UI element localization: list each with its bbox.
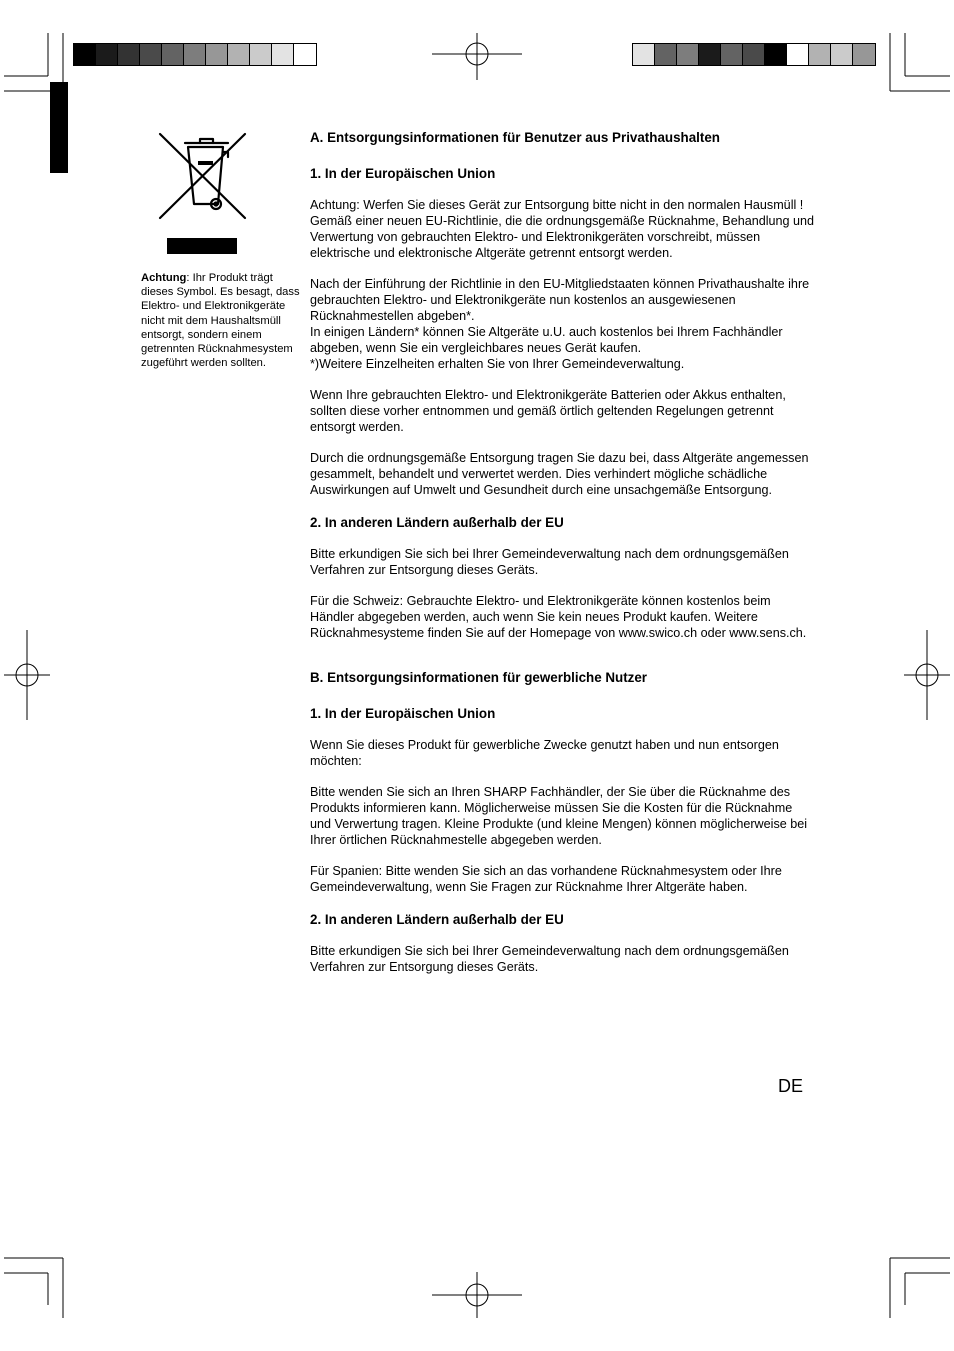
language-tab-marker <box>50 82 68 173</box>
section-a-eu-p3: Wenn Ihre gebrauchten Elektro- und Elektronikgeräte Batterien oder Akkus enthalten, sollten diese vorher entnommen und gemäß örtlich geltenden Regelungen getrennt entsorgt werden. <box>310 388 786 434</box>
section-a-eu-p4: Durch die ordnungsgemäße Entsorgung tragen Sie dazu bei, dass Altgeräte angemessen gesammelt, behandelt und verwertet werden. Dies verhindert mögliche schädliche Auswirkungen auf Umwelt und Gesundheit durch eine unsachgemäße Entsorgung. <box>310 451 809 497</box>
section-a-eu-p1-line2: Gemäß einer neuen EU-Richtlinie, die die ordnungsgemäße Rücknahme, Behandlung und Verwertung von gebrauchten Elektro- und Elektronikgeräten vorschreibt, müssen elektrische und elektronische Altgeräte getrennt entsorgt werden. <box>310 214 815 260</box>
section-b-eu-p3: Für Spanien: Bitte wenden Sie sich an das vorhandene Rücknahmesystem oder Ihre Gemeindeverwaltung, wenn Sie Fragen zur Rücknahme Ihrer Altgeräte haben. <box>310 864 782 894</box>
section-a-other-p1: Bitte erkundigen Sie sich bei Ihrer Gemeindeverwaltung nach dem ordnungsgemäßen Verfahren zur Entsorgung dieses Geräts. <box>310 547 789 577</box>
section-a-title: A. Entsorgungsinformationen für Benutzer aus Privathaushalten <box>310 130 720 145</box>
section-b-title: B. Entsorgungsinformationen für gewerbliche Nutzer <box>310 670 648 685</box>
section-a-eu-p1-line1: Achtung: Werfen Sie dieses Gerät zur Entsorgung bitte nicht in den normalen Hausmüll ! <box>310 198 804 212</box>
section-a-other-p2: Für die Schweiz: Gebrauchte Elektro- und Elektronikgeräte können kostenlos beim Händler abgegeben werden, auch wenn Sie kein neues Produkt kaufen. Weitere Rücknahmesysteme finden Sie auf der Homepage von www.swico.ch oder www.sens.ch. <box>310 594 807 640</box>
note-text: : Ihr Produkt trägt dieses Symbol. Es besagt, dass Elektro- und Elektronikgeräte nicht mit dem Haushaltsmüll entsorgt, sondern einem getrennten Rücknahmesystem zugeführt werden sollten. <box>141 272 300 370</box>
section-b-eu-heading: 1. In der Europäischen Union <box>310 706 496 721</box>
crossed-out-wheelie-bin-icon <box>155 130 250 256</box>
disposal-information <box>310 129 815 975</box>
section-a-other-heading: 2. In anderen Ländern außerhalb der EU <box>310 515 564 530</box>
section-b-eu-p1: Wenn Sie dieses Produkt für gewerbliche Zwecke genutzt haben und nun entsorgen möchten: <box>310 738 779 768</box>
section-a-eu-p2-line3: *)Weitere Einzelheiten erhalten Sie von Ihrer Gemeindeverwaltung. <box>310 357 685 371</box>
section-b-eu-p2: Bitte wenden Sie sich an Ihren SHARP Fachhändler, der Sie über die Rücknahme des Produkts informieren kann. Möglicherweise müssen Sie die Kosten für die Rücknahme und Verwertung tragen. Kleine Produkte (und kleine Mengen) können möglicherweise bei Ihrer örtlichen Rücknahmestelle abgegeben werden. <box>310 785 808 847</box>
page-language-code: DE <box>778 1076 804 1096</box>
section-a-eu-p2-line2: In einigen Ländern* können Sie Altgeräte u.U. auch kostenlos bei Ihrem Fachhändler abgeben, wenn Sie ein vergleichbares neues Gerät kaufen. <box>310 325 783 355</box>
note-label: Achtung <box>141 272 187 284</box>
section-b-other-p1: Bitte erkundigen Sie sich bei Ihrer Gemeindeverwaltung nach dem ordnungsgemäßen Verfahren zur Entsorgung dieses Geräts. <box>310 944 789 974</box>
section-b-other-heading: 2. In anderen Ländern außerhalb der EU <box>310 912 564 927</box>
section-a-eu-heading: 1. In der Europäischen Union <box>310 166 496 181</box>
section-a-eu-p2-line1: Nach der Einführung der Richtlinie in den EU-Mitgliedstaaten können Privathaushalte ihre gebrauchten Elektro- und Elektronikgeräte nun kostenlos an ausgewiesenen Rücknahmestellen abgeben*. <box>310 277 810 323</box>
symbol-caution-note <box>141 271 301 370</box>
